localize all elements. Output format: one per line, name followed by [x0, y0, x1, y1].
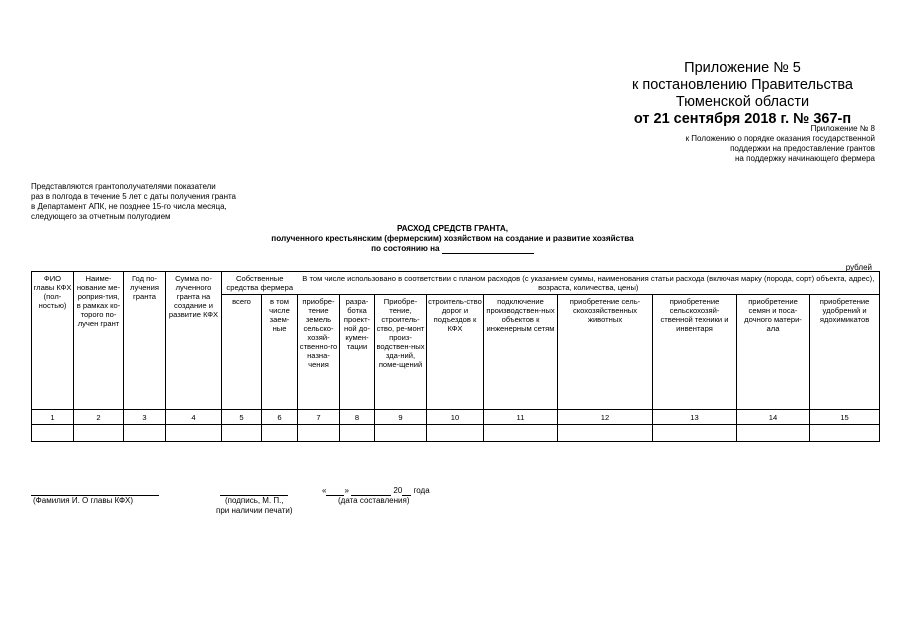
table-cell [653, 425, 737, 442]
col-num-2: 2 [74, 410, 124, 425]
header-land: приобре-тение земель сельско-хозяй-ственно-го назна-чения [298, 295, 340, 410]
name-signature-block [31, 486, 159, 506]
col-num-9: 9 [375, 410, 427, 425]
header-grant-sum: Сумма по-лученного гранта на создание и развитие КФХ [166, 272, 222, 410]
date-open-quote: « [322, 486, 327, 495]
name-caption: (Фамилия И. О главы КФХ) [33, 496, 134, 505]
col-num-8: 8 [340, 410, 375, 425]
date-close-quote: » [344, 486, 349, 495]
note-line-1: Представляются грантополучателями показатели [31, 182, 216, 191]
col-num-11: 11 [484, 410, 558, 425]
header-roads: строитель-ство дорог и подъездов к КФХ [427, 295, 484, 410]
column-number-row [32, 410, 880, 425]
header-design-docs: разра-ботка проект-ной до-кумен-тации [340, 295, 375, 410]
submission-note [31, 182, 236, 222]
date-year-suffix: года [413, 486, 430, 495]
col-num-3: 3 [124, 410, 166, 425]
header-line-3: Тюменской области [675, 94, 810, 110]
date-line [322, 486, 430, 496]
table-cell [737, 425, 810, 442]
col-num-13: 13 [653, 410, 737, 425]
report-title [0, 224, 905, 254]
header-utilities: подключение производствен-ных объектов к инженерным сетям [484, 295, 558, 410]
title-line-2: полученного крестьянским (фермерским) хозяйством на создание и развитие хозяйства [271, 234, 634, 243]
appendix-line-2: к Положению о порядке оказания государственной [685, 134, 875, 143]
table-cell [222, 425, 262, 442]
header-borrowed: в том числе заем-ные [262, 295, 298, 410]
header-machinery: приобретение сельскохозяй-ственной техники и инвентаря [653, 295, 737, 410]
signature-block [216, 486, 293, 516]
date-block [322, 486, 430, 506]
table-cell [558, 425, 653, 442]
header-line-4: от 21 сентября 2018 г. № 367-п [633, 111, 852, 127]
note-line-2: раз в полгода в течение 5 лет с даты получения гранта [31, 192, 237, 201]
title-line-3-text: по состоянию на [371, 244, 440, 253]
table-cell [340, 425, 375, 442]
appendix-line-3: поддержки на предоставление грантов [730, 144, 875, 153]
header-buildings: Приобре-тение, строитель-ство, ре-монт произ-водствен-ных зда-ний, поме-щений [375, 295, 427, 410]
table-cell [262, 425, 298, 442]
header-grant-year: Год по-лучения гранта [124, 272, 166, 410]
note-line-4: следующего за отчетным полугодием [31, 212, 171, 221]
table-cell [810, 425, 880, 442]
header-event-name: Наиме-нование ме-роприя-тия, в рамках ко-торого по-лучен грант [74, 272, 124, 410]
appendix-header [686, 124, 875, 164]
signature-line [220, 487, 288, 496]
table-cell [32, 425, 74, 442]
title-line-1: РАСХОД СРЕДСТВ ГРАНТА, [396, 224, 509, 233]
header-animals: приобретение сель-скохозяйственных животных [558, 295, 653, 410]
table-cell [484, 425, 558, 442]
header-line-1: Приложение № 5 [684, 60, 801, 76]
header-line-2: к постановлению Правительства [632, 77, 853, 93]
units-label: рублей [845, 263, 872, 272]
header-own-funds: Собственные средства фермера [222, 272, 298, 295]
col-num-10: 10 [427, 410, 484, 425]
name-line [31, 487, 159, 496]
table-cell [427, 425, 484, 442]
note-line-3: в Департамент АПК, не позднее 15-го числа месяца, [31, 202, 227, 211]
col-num-4: 4 [166, 410, 222, 425]
expense-table [31, 271, 880, 442]
date-caption: (дата составления) [338, 496, 410, 505]
col-num-12: 12 [558, 410, 653, 425]
col-num-6: 6 [262, 410, 298, 425]
header-fertilizers: приобретение удобрений и ядохимикатов [810, 295, 880, 410]
col-num-5: 5 [222, 410, 262, 425]
col-num-15: 15 [810, 410, 880, 425]
table-cell [124, 425, 166, 442]
col-num-7: 7 [298, 410, 340, 425]
resolution-header [632, 60, 853, 128]
title-line-3 [0, 244, 905, 254]
header-plan-expenses: В том числе использовано в соответствии с планом расходов (с указанием суммы, наименования статьи расхода (включая марку (порода, сорт) объекта, адрес), возраста, количества, цены) [298, 272, 880, 295]
date-blank-line [442, 253, 534, 254]
signature-caption-1: (подпись, М. П., [224, 496, 284, 505]
table-header-row-1 [32, 272, 880, 295]
col-num-1: 1 [32, 410, 74, 425]
table-row [32, 425, 880, 442]
table-cell [74, 425, 124, 442]
appendix-line-4: на поддержку начинающего фермера [735, 154, 875, 163]
table-cell [298, 425, 340, 442]
header-total: всего [222, 295, 262, 410]
header-fio: ФИО главы КФХ (пол-ностью) [32, 272, 74, 410]
table-cell [166, 425, 222, 442]
date-year-prefix: 20 [393, 486, 403, 495]
col-num-14: 14 [737, 410, 810, 425]
signature-caption-2: при наличии печати) [216, 506, 293, 515]
table-cell [375, 425, 427, 442]
appendix-line-1: Приложение № 8 [810, 124, 875, 133]
header-seeds: приобретение семян и поса-дочного матери-ала [737, 295, 810, 410]
